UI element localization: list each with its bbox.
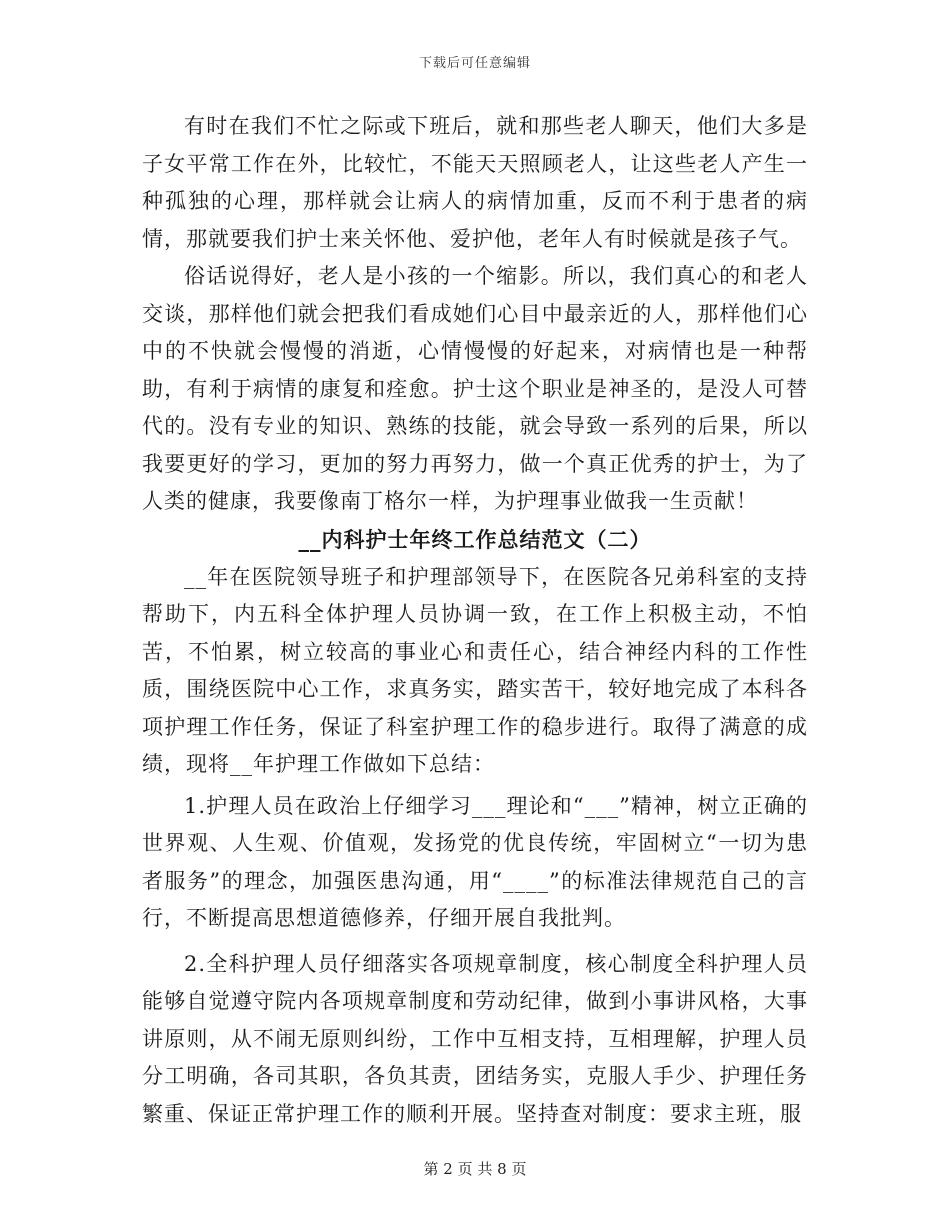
paragraph-elderly-chat: 有时在我们不忙之际或下班后，就和那些老人聊天，他们大多是子女平常工作在外，比较忙，不能天天照顾老人，让这些老人产生一种孤独的心理，那样就会让病人的病情加重，反而不利于患者的病情，那就要我们护士来关怀他、爱护他，老年人有时候就是孩子气。 — [142, 114, 808, 251]
document-body — [142, 108, 808, 1133]
paragraph-item-1: 1.护理人员在政治上仔细学习___理论和“___”精神，树立正确的世界观、人生观、价值观，发扬党的优良传统，牢固树立“一切为患者服务”的理念，加强医患沟通，用“____”的标准法律规范自己的言行，不断提高思想道德修养，仔细开展自我批判。 — [142, 793, 808, 930]
paragraph-intro: __年在医院领导班子和护理部领导下，在医院各兄弟科室的支持帮助下，内五科全体护理人员协调一致，在工作上积极主动，不怕苦，不怕累，树立较高的事业心和责任心，结合神经内科的工作性质，围绕医院中心工作，求真务实，踏实苦干，较好地完成了本科各项护理工作任务，保证了科室护理工作的稳步进行。取得了满意的成绩，现将__年护理工作做如下总结： — [142, 564, 808, 776]
page-footer: 第 2 页 共 8 页 — [423, 1160, 527, 1178]
page-header: 下载后可任意编辑 — [418, 56, 531, 71]
section-title: __内科护士年终工作总结范文（二） — [298, 526, 652, 552]
paragraph-proverb: 俗话说得好，老人是小孩的一个缩影。所以，我们真心的和老人交谈，那样他们就会把我们看成她们心目中最亲近的人，那样他们心中的不快就会慢慢的消逝，心情慢慢的好起来，对病情也是一种帮助，有利于病情的康复和痊愈。护士这个职业是神圣的，是没人可替代的。没有专业的知识、熟练的技能，就会导致一系列的后果，所以我要更好的学习，更加的努力再努力，做一个真正优秀的护士，为了人类的健康，我要像南丁格尔一样，为护理事业做我一生贡献！ — [142, 264, 808, 513]
paragraph-item-2: 2.全科护理人员仔细落实各项规章制度，核心制度全科护理人员能够自觉遵守院内各项规章制度和劳动纪律，做到小事讲风格，大事讲原则，从不闹无原则纠纷，工作中互相支持，互相理解，护理人员分工明确，各司其职，各负其责，团结务实，克服人手少、护理任务繁重、保证正常护理工作的顺利开展。坚持查对制度：要求主班，服 — [142, 951, 808, 1126]
